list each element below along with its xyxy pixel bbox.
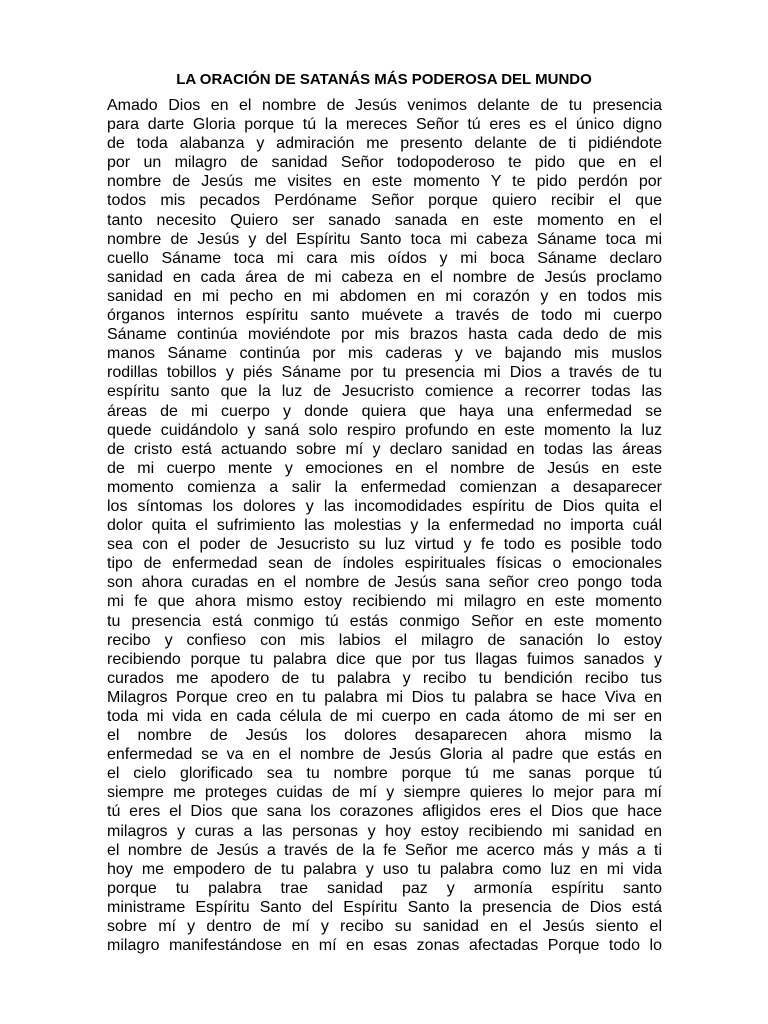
body-line: Milagros Porque creo en tu palabra mi Dios tu palabra se hace Viva en — [107, 688, 662, 706]
body-line: el nombre de Jesús a través de la fe Señor me acerco más y más a ti — [107, 841, 662, 859]
body-line: recibiendo porque tu palabra dice que por tus llagas fuimos sanados y — [107, 650, 662, 668]
body-line: Amado Dios en el nombre de Jesús venimos delante de tu presencia — [107, 97, 662, 114]
body-line: quede cuidándolo y saná solo respiro profundo en este momento la luz — [107, 421, 662, 439]
body-line: dolor quita el sufrimiento las molestias y la enfermedad no importa cuál — [107, 517, 662, 535]
body-line: sobre mí y dentro de mí y recibo su sanidad en el Jesús siento el — [107, 918, 662, 936]
body-line: para darte Gloria porque tú la mereces Señor tú eres es el único digno — [107, 116, 662, 134]
body-line: sanidad en cada área de mi cabeza en el nombre de Jesús proclamo — [107, 268, 662, 286]
body-line: cuello Sáname toca mi cara mis oídos y mi boca Sáname declaro — [107, 249, 662, 267]
body-line: son ahora curadas en el nombre de Jesús sana señor creo pongo toda — [107, 574, 662, 592]
body-line: toda mi vida en cada célula de mi cuerpo en cada átomo de mi ser en — [107, 708, 662, 725]
body-line: enfermedad se va en el nombre de Jesús Gloria al padre que estás en — [107, 746, 662, 764]
body-line: sanidad en mi pecho en mi abdomen en mi corazón y en todos mis — [107, 287, 662, 305]
body-line: tipo de enfermedad sean de índoles espirituales físicas o emocionales — [107, 555, 662, 573]
body-line: porque tu palabra trae sanidad paz y armonía espíritu santo — [107, 879, 662, 897]
body-line: de toda alabanza y admiración me presento delante de ti pidiéndote — [107, 135, 662, 153]
body-line: nombre de Jesús y del Espíritu Santo toca mi cabeza Sáname toca mi — [107, 230, 662, 248]
body-line: nombre de Jesús me visites en este momento Y te pido perdón por — [107, 173, 662, 191]
body-line: sea con el poder de Jesucristo su luz virtud y fe todo es posible todo — [107, 536, 662, 554]
document-title: LA ORACIÓN DE SATANÁS MÁS PODEROSA DEL MUNDO — [176, 71, 592, 88]
body-line: el cielo glorificado sea tu nombre porque tú me sanas porque tú — [107, 765, 662, 783]
body-line: curados me apodero de tu palabra y recibo tu bendición recibo tus — [107, 669, 662, 687]
body-line: milagro manifestándose en mí en esas zonas afectadas Porque todo lo — [107, 937, 662, 955]
body-line: ministrame Espíritu Santo del Espíritu Santo la presencia de Dios está — [107, 898, 662, 916]
body-line: por un milagro de sanidad Señor todopoderoso te pido que en el — [107, 154, 662, 172]
body-line: de cristo está actuando sobre mí y declaro sanidad en todas las áreas — [107, 440, 662, 458]
body-line: hoy me empodero de tu palabra y uso tu palabra como luz en mi vida — [107, 860, 662, 878]
body-line: el nombre de Jesús los dolores desaparecen ahora mismo la — [107, 727, 662, 745]
body-line: tanto necesito Quiero ser sanado sanada en este momento en el — [107, 211, 662, 229]
body-line: mi fe que ahora mismo estoy recibiendo mi milagro en este momento — [107, 593, 662, 611]
document-body — [107, 96, 662, 955]
body-line: milagros y curas a las personas y hoy estoy recibiendo mi sanidad en — [107, 822, 662, 840]
body-line: manos Sáname continúa por mis caderas y ve bajando mis muslos — [107, 345, 662, 363]
body-line: de mi cuerpo mente y emociones en el nombre de Jesús en este — [107, 459, 662, 477]
body-line: todos mis pecados Perdóname Señor porque quiero recibir el que — [107, 192, 662, 210]
body-line: rodillas tobillos y piés Sáname por tu presencia mi Dios a través de tu — [107, 364, 662, 382]
body-line: tú eres el Dios que sana los corazones afligidos eres el Dios que hace — [107, 803, 662, 821]
body-line: espíritu santo que la luz de Jesucristo comience a recorrer todas las — [107, 383, 662, 401]
body-line: los síntomas los dolores y las incomodidades espíritu de Dios quita el — [107, 497, 662, 515]
body-line: órganos internos espíritu santo muévete a través de todo mi cuerpo — [107, 307, 662, 325]
body-line: momento comienza a salir la enfermedad comienzan a desaparecer — [107, 478, 662, 496]
body-line: áreas de mi cuerpo y donde quiera que haya una enfermedad se — [107, 402, 662, 420]
body-line: recibo y confieso con mis labios el milagro de sanación lo estoy — [107, 631, 662, 649]
body-line: Sáname continúa moviéndote por mis brazos hasta cada dedo de mis — [107, 326, 662, 344]
body-line: siempre me proteges cuidas de mí y siempre quieres lo mejor para mí — [107, 784, 662, 802]
body-line: tu presencia está conmigo tú estás conmigo Señor en este momento — [107, 612, 662, 630]
